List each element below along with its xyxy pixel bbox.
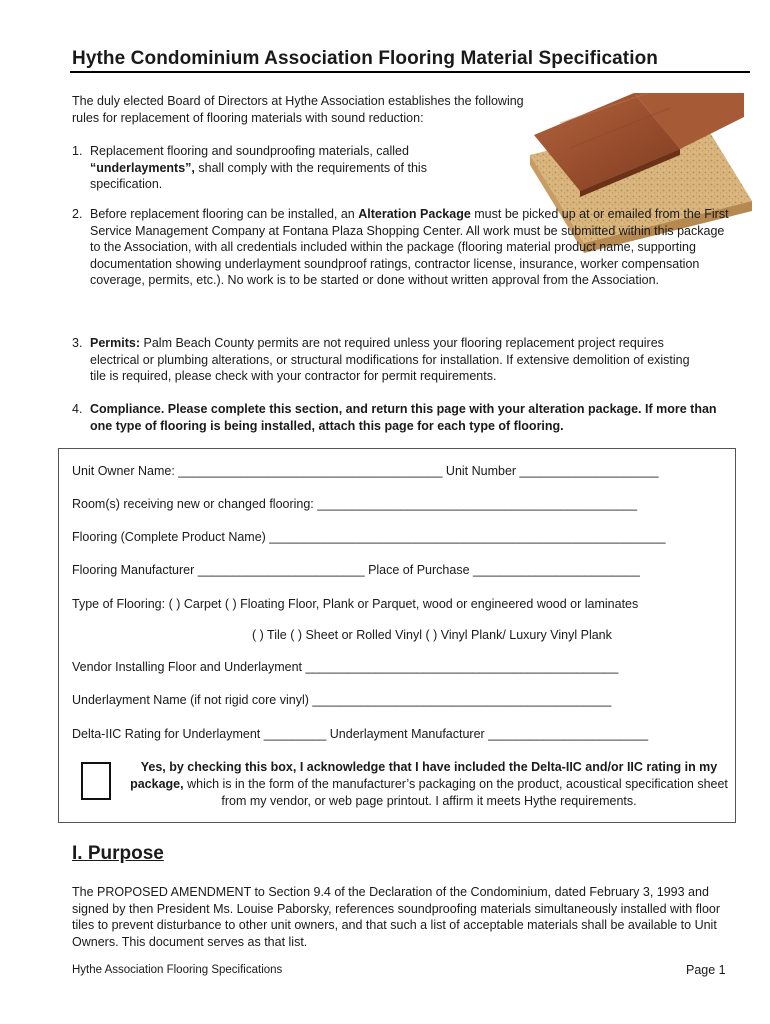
list-item: 2. Before replacement flooring can be installed, an Alteration Package must be picked up at or emailed from the First Service Management Company at Fontana Plaza Shopping Center. All work must be submitted within this package to the Association, with all credentials included within the package (flooring material product name, supporting documentation showing underlayment soundproof ratings, contractor license, insurance, worker compensation coverage, permits, etc.). No work is to be started or done without written approval from the Association. [72,207,729,287]
list-item: 4. Compliance. Please complete this section, and return this page with your alteration package. If more than one type of flooring is being installed, attach this page for each type of flooring. [72,402,717,433]
unit-owner-field[interactable]: Unit Owner Name: ______________________________________ Unit Number ____________________ [72,464,659,478]
footer-left: Hythe Association Flooring Specifications [72,964,283,976]
item-text: shall comply with the requirements of this specification. [90,160,427,191]
title-underline [70,71,750,73]
purpose-heading: I. Purpose [72,843,164,864]
list-item: 1. Replacement flooring and soundproofing materials, called “underlayments”, shall comply with the requirements of this specification. [72,144,427,191]
manufacturer-field[interactable]: Flooring Manufacturer ________________________ Place of Purchase ________________________ [72,563,640,577]
purpose-paragraph: The PROPOSED AMENDMENT to Section 9.4 of the Declaration of the Condominium, dated February 3, 1993 and signed by then President Ms. Louise Paborsky, references soundproofing materials simultaneously installed with floor tiles to prevent disturbance to other unit owners, and that such a list of acceptable materials shall be available to Unit Owners. This document serves as that list. [72,885,721,949]
underlayment-name-field[interactable]: Underlayment Name (if not rigid core vinyl) ___________________________________________ [72,693,612,707]
item-bold-text: Alteration Package [358,207,471,221]
item-text: Palm Beach County permits are not required unless your flooring replacement project requires electrical or plumbing alterations, or structural modifications for installation. If extensive demolition of existing tile is required, please check with your contractor for permit requirements. [90,336,690,383]
flooring-type-options[interactable]: Type of Flooring: ( ) Carpet ( ) Floating Floor, Plank or Parquet, wood or engineered wood or laminates [72,597,639,611]
item-bold-text: Compliance. Please complete this section, and return this page with your alteration package. If more than one type of flooring is being installed, attach this page for each type of flooring. [90,402,717,433]
acknowledgement-text: Yes, by checking this box, I acknowledge that I have included the Delta-IIC and/or IIC rating in my package, which is in the form of the manufacturer’s packaging on the product, acoustical specification sheet from my vendor, or web page printout. I affirm it meets Hythe requirements. [130,760,728,808]
intro-paragraph: The duly elected Board of Directors at Hythe Association establishes the following rules for replacement of flooring materials with sound reduction: [72,94,524,125]
item-text: Replacement flooring and soundproofing materials, called [90,144,409,158]
flooring-type-options-2[interactable]: ( ) Tile ( ) Sheet or Rolled Vinyl ( ) Vinyl Plank/ Luxury Vinyl Plank [252,628,612,642]
delta-iic-field[interactable]: Delta-IIC Rating for Underlayment _________ Underlayment Manufacturer _______________________ [72,727,649,741]
vendor-field[interactable]: Vendor Installing Floor and Underlayment _____________________________________________ [72,660,619,674]
item-text: Before replacement flooring can be installed, an [90,207,355,221]
page-title: Hythe Condominium Association Flooring Material Specification [72,48,659,69]
item-bold-text: “underlayments”, [90,160,195,175]
item-bold-text: Permits: [90,336,141,350]
item-text: must be picked up at or emailed from the First Service Management Company at Fontana Plaza Shopping Center. All work must be submitted within this package to the Association, with all credentials included within the package (flooring material product name, supporting documentation showing underlayment soundproof ratings, contractor license, insurance, worker compensation coverage, permits, etc.). No work is to be started or done without written approval from the Association. [90,207,729,287]
page-number: Page 1 [686,963,726,977]
flooring-product-field[interactable]: Flooring (Complete Product Name) _________________________________________________________ [72,530,666,544]
list-item: 3. Permits: Palm Beach County permits are not required unless your flooring replacement project requires electrical or plumbing alterations, or structural modifications for installation. If extensive demolition of existing tile is required, please check with your contractor for permit requirements. [72,336,690,383]
rooms-field[interactable]: Room(s) receiving new or changed flooring: ______________________________________________ [72,497,638,511]
acknowledge-checkbox[interactable] [81,762,111,800]
